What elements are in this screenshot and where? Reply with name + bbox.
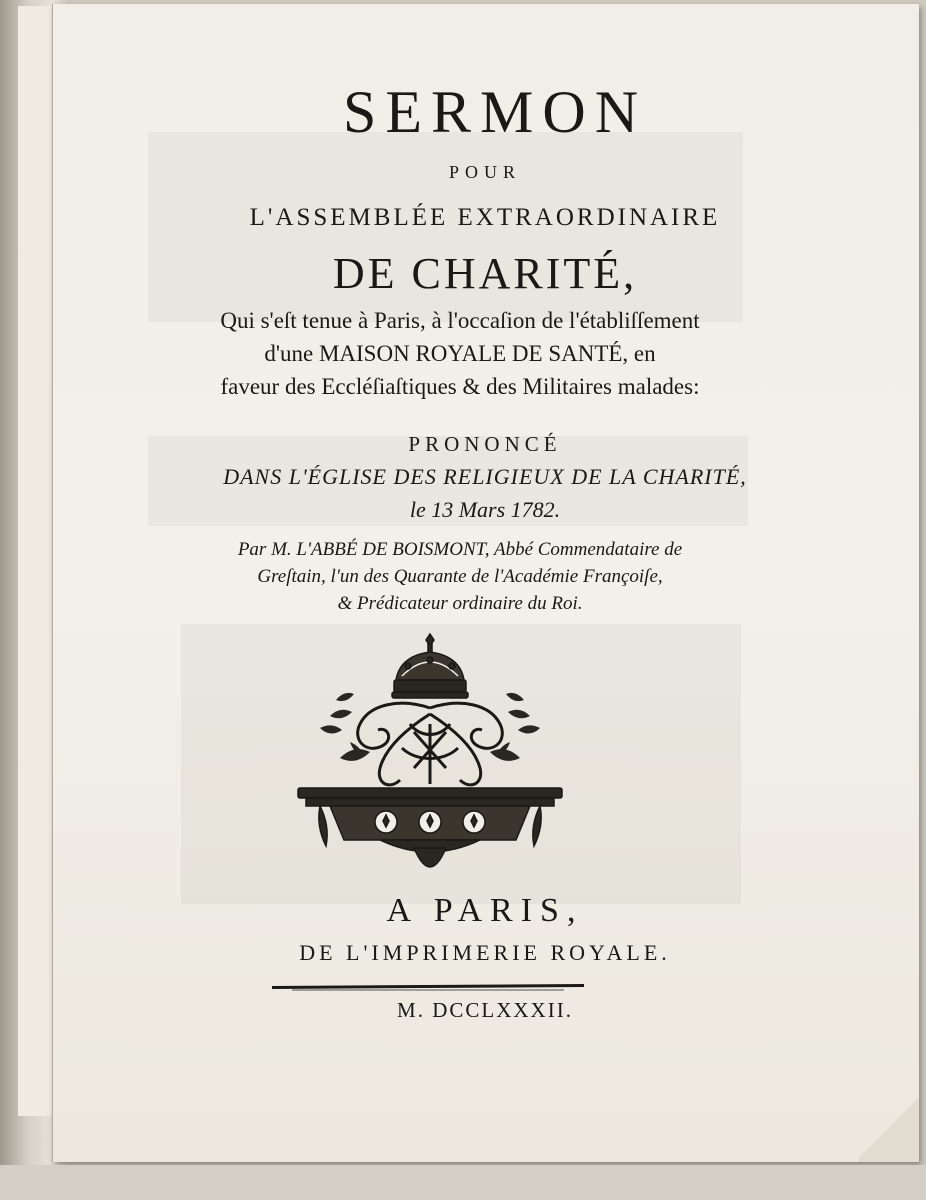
imprint-year: M. DCCLXXXII. [397, 998, 573, 1022]
charite-heading: DE CHARITÉ, [332, 249, 638, 298]
imprint-printer: DE L'IMPRIMERIE ROYALE. [299, 940, 671, 965]
author-line: & Prédicateur ordinaire du Roi. [337, 593, 583, 614]
royal-crown-ornament-icon [290, 628, 570, 890]
eglise-line: DANS L'ÉGLISE DES RELIGIEUX DE LA CHARITÉ, [223, 464, 747, 489]
author-line: Par M. L'ABBÉ DE BOISMONT, Abbé Commendataire de [237, 539, 683, 560]
prononce-line: PRONONCÉ [408, 432, 562, 456]
description-paragraph [140, 304, 780, 403]
description-line: Qui s'eſt tenue à Paris, à l'occaſion de l'établiſſement [220, 308, 700, 333]
date-line: le 13 Mars 1782. [409, 497, 561, 522]
sermon-title: SERMON [342, 79, 648, 145]
imprint-city: A PARIS, [386, 892, 584, 929]
description-line: faveur des Eccléſiaſtiques & des Militaires malades: [220, 374, 700, 399]
assemblee-line: L'ASSEMBLÉE EXTRAORDINAIRE [249, 204, 721, 231]
decorative-rule [272, 978, 584, 986]
description-line: d'une MAISON ROYALE DE SANTÉ, en [264, 341, 656, 366]
pour-line: POUR [448, 162, 521, 182]
background-strip [0, 1165, 926, 1200]
author-line: Greſtain, l'un des Quarante de l'Académie Françoiſe, [257, 566, 663, 587]
author-paragraph [140, 536, 780, 617]
